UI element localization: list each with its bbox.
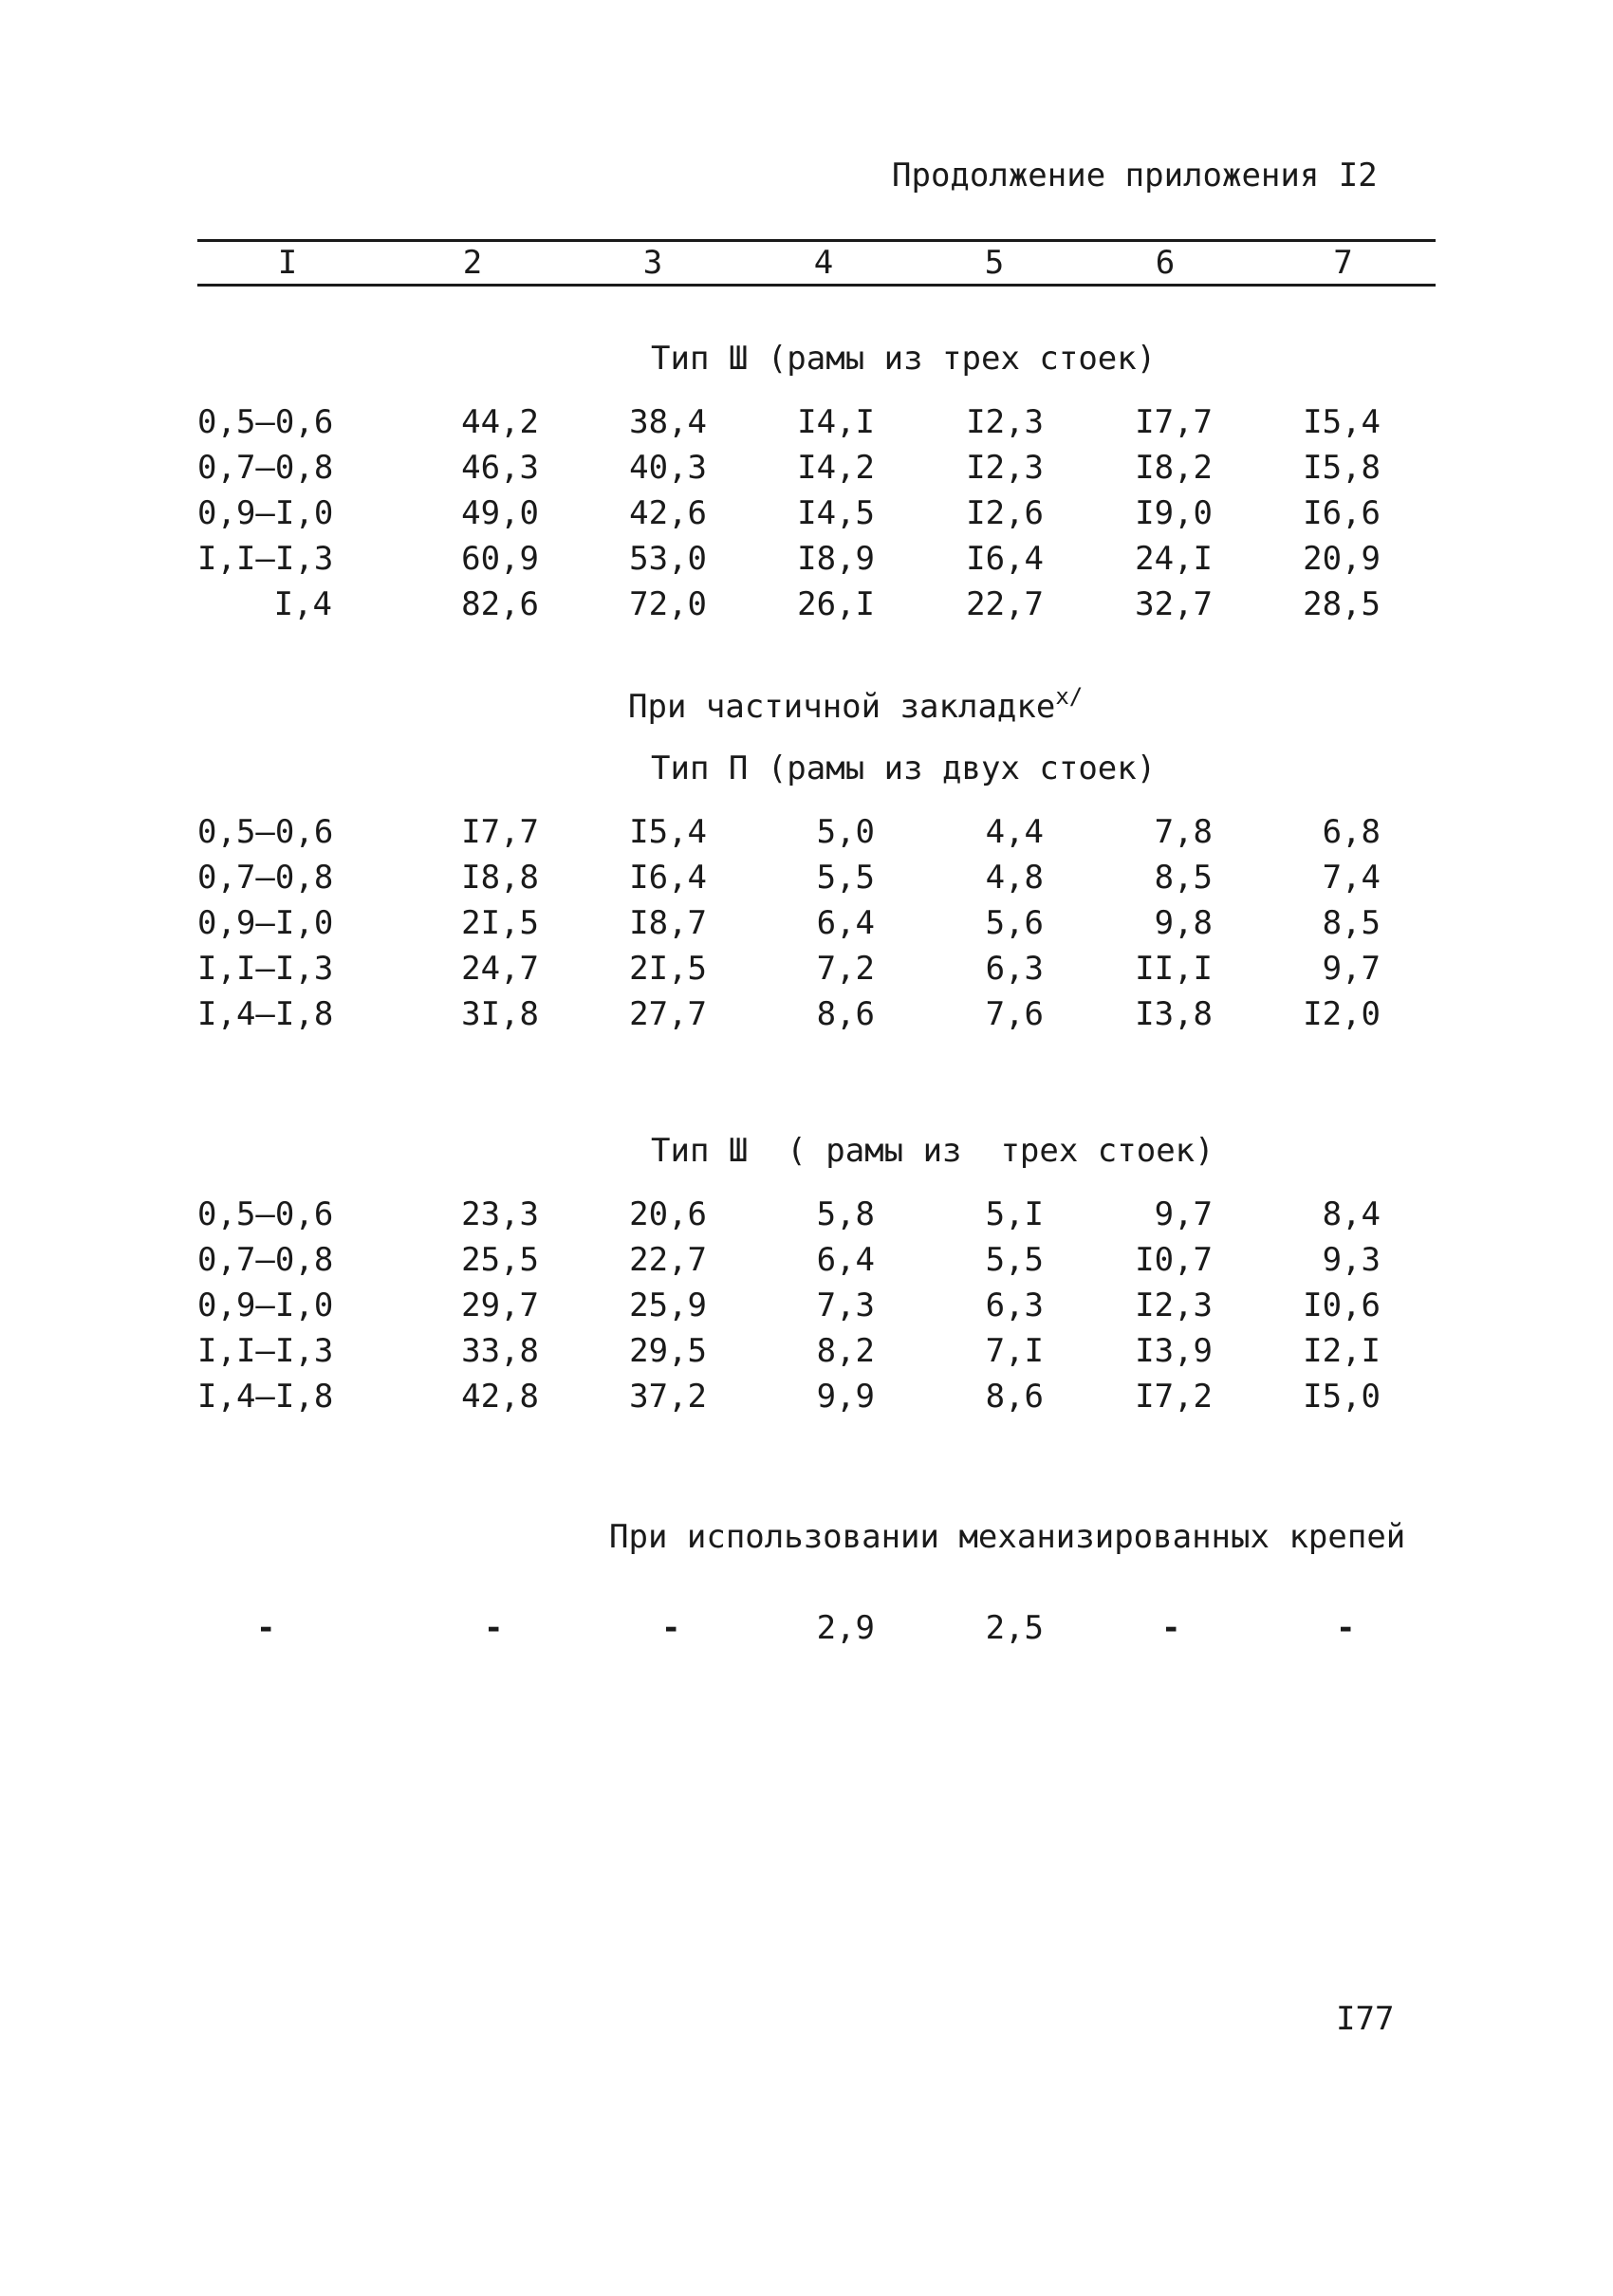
table-cell-col-2: 25,5 — [461, 1241, 539, 1279]
table-cell-col-2: I8,8 — [461, 859, 539, 897]
table-cell-col-7: - — [1336, 1609, 1356, 1647]
table-cell-col-4: 9,9 — [816, 1378, 875, 1416]
column-header-2: 2 — [462, 244, 483, 282]
table-cell-col-2: 29,7 — [461, 1287, 539, 1324]
table-row — [197, 1237, 1436, 1283]
table-row — [197, 445, 1436, 491]
table-cell-col-1: I,4 — [273, 585, 332, 623]
footnote-mark: x/ — [1055, 683, 1084, 710]
table-cell-col-2: - — [484, 1609, 504, 1647]
table-row — [197, 582, 1436, 627]
table-cell-col-6: I3,8 — [1135, 995, 1213, 1033]
table-cell-col-2: 46,3 — [461, 449, 539, 487]
table-cell-col-5: 7,6 — [985, 995, 1044, 1033]
table-cell-col-7: I2,0 — [1303, 995, 1381, 1033]
table-row — [197, 855, 1436, 900]
table-cell-col-7: 6,8 — [1322, 813, 1381, 851]
table-cell-col-7: 9,3 — [1322, 1241, 1381, 1279]
partial-backfill-text: При частичной закладке — [628, 688, 1056, 726]
table-cell-col-2: I7,7 — [461, 813, 539, 851]
table-cell-col-2: 42,8 — [461, 1378, 539, 1416]
table-cell-col-4: 6,4 — [816, 904, 875, 942]
table-cell-col-4: 8,6 — [816, 995, 875, 1033]
table-cell-col-2: 60,9 — [461, 540, 539, 578]
table-cell-col-5: I2,6 — [966, 494, 1044, 532]
column-header-1: I — [277, 244, 298, 282]
table-cell-col-3: 72,0 — [629, 585, 707, 623]
table-cell-col-5: 5,I — [985, 1195, 1044, 1233]
table-row — [197, 1374, 1436, 1419]
table-cell-col-1: 0,9–I,0 — [197, 1287, 334, 1324]
table-cell-col-7: 20,9 — [1303, 540, 1381, 578]
table-cell-col-4: I4,5 — [797, 494, 875, 532]
table-cell-col-3: 40,3 — [629, 449, 707, 487]
table-cell-col-1: 0,7–0,8 — [197, 1241, 334, 1279]
table-cell-col-4: I4,I — [797, 403, 875, 441]
table-cell-col-5: I2,3 — [966, 403, 1044, 441]
section-title-mechanized: При использовании механизированных крепей — [609, 1518, 1406, 1556]
table-cell-col-7: 8,4 — [1322, 1195, 1381, 1233]
table-cell-col-1: 0,7–0,8 — [197, 449, 334, 487]
table-cell-col-6: I7,2 — [1135, 1378, 1213, 1416]
table-cell-col-6: I8,2 — [1135, 449, 1213, 487]
table-cell-col-5: 2,5 — [985, 1609, 1044, 1647]
table-cell-col-1: 0,9–I,0 — [197, 904, 334, 942]
table-row — [197, 1283, 1436, 1328]
section-rows-mechanized — [197, 1605, 1436, 1651]
table-cell-col-1: 0,5–0,6 — [197, 403, 334, 441]
table-cell-col-4: 2,9 — [816, 1609, 875, 1647]
table-cell-col-3: 2I,5 — [629, 950, 707, 988]
table-row — [197, 491, 1436, 536]
table-cell-col-1: I,I–I,3 — [197, 540, 334, 578]
table-cell-col-4: I4,2 — [797, 449, 875, 487]
table-cell-col-1: 0,7–0,8 — [197, 859, 334, 897]
table-cell-col-7: I5,4 — [1303, 403, 1381, 441]
table-cell-col-4: 6,4 — [816, 1241, 875, 1279]
table-row — [197, 946, 1436, 991]
table-row — [197, 900, 1436, 946]
table-cell-col-7: I6,6 — [1303, 494, 1381, 532]
section-rows-type3 — [197, 399, 1436, 627]
table-cell-col-6: I9,0 — [1135, 494, 1213, 532]
table-cell-col-7: I0,6 — [1303, 1287, 1381, 1324]
table-cell-col-4: 8,2 — [816, 1332, 875, 1370]
table-cell-col-2: 2I,5 — [461, 904, 539, 942]
section-title-type2: Тип П (рамы из двух стоек) — [651, 750, 1157, 787]
column-header-6: 6 — [1155, 244, 1176, 282]
table-cell-col-6: 7,8 — [1154, 813, 1213, 851]
table-cell-col-3: - — [661, 1609, 681, 1647]
table-cell-col-3: I6,4 — [629, 859, 707, 897]
header-bottom-rule — [197, 284, 1436, 287]
table-cell-col-5: 4,8 — [985, 859, 1044, 897]
table-cell-col-2: 24,7 — [461, 950, 539, 988]
column-header-table — [197, 239, 1436, 287]
table-cell-col-7: 9,7 — [1322, 950, 1381, 988]
table-cell-col-5: I6,4 — [966, 540, 1044, 578]
table-cell-col-3: 53,0 — [629, 540, 707, 578]
section-title-type3-partial: Тип Ш ( рамы из трех стоек) — [651, 1132, 1214, 1170]
table-cell-col-4: 5,8 — [816, 1195, 875, 1233]
table-cell-col-4: 26,I — [797, 585, 875, 623]
table-cell-col-6: II,I — [1135, 950, 1213, 988]
table-cell-col-5: 4,4 — [985, 813, 1044, 851]
table-cell-col-6: - — [1161, 1609, 1181, 1647]
column-header-3: 3 — [642, 244, 663, 282]
table-cell-col-1: I,4–I,8 — [197, 995, 334, 1033]
table-cell-col-1: 0,5–0,6 — [197, 1195, 334, 1233]
table-cell-col-7: 28,5 — [1303, 585, 1381, 623]
table-cell-col-4: 7,2 — [816, 950, 875, 988]
table-cell-col-7: 7,4 — [1322, 859, 1381, 897]
section-title-type3: Тип Ш (рамы из трех стоек) — [651, 340, 1157, 378]
table-cell-col-3: 25,9 — [629, 1287, 707, 1324]
table-cell-col-6: 8,5 — [1154, 859, 1213, 897]
table-cell-col-2: 44,2 — [461, 403, 539, 441]
table-row — [197, 1605, 1436, 1651]
table-cell-col-2: 82,6 — [461, 585, 539, 623]
page-number: I77 — [1336, 2000, 1395, 2038]
table-cell-col-1: I,I–I,3 — [197, 1332, 334, 1370]
table-cell-col-6: 24,I — [1135, 540, 1213, 578]
table-cell-col-7: I2,I — [1303, 1332, 1381, 1370]
continuation-header: Продолжение приложения I2 — [892, 157, 1378, 194]
table-cell-col-5: 6,3 — [985, 1287, 1044, 1324]
table-cell-col-5: 5,6 — [985, 904, 1044, 942]
table-cell-col-6: I2,3 — [1135, 1287, 1213, 1324]
table-cell-col-3: I8,7 — [629, 904, 707, 942]
table-cell-col-3: 38,4 — [629, 403, 707, 441]
table-cell-col-2: 49,0 — [461, 494, 539, 532]
table-cell-col-5: 6,3 — [985, 950, 1044, 988]
table-cell-col-1: 0,9–I,0 — [197, 494, 334, 532]
table-cell-col-6: I0,7 — [1135, 1241, 1213, 1279]
table-cell-col-3: 42,6 — [629, 494, 707, 532]
table-cell-col-6: 32,7 — [1135, 585, 1213, 623]
table-cell-col-2: 33,8 — [461, 1332, 539, 1370]
table-cell-col-3: 20,6 — [629, 1195, 707, 1233]
table-cell-col-1: I,I–I,3 — [197, 950, 334, 988]
column-number-row — [197, 242, 1436, 284]
column-header-4: 4 — [813, 244, 834, 282]
table-cell-col-3: 22,7 — [629, 1241, 707, 1279]
table-cell-col-3: I5,4 — [629, 813, 707, 851]
section-rows-type3-partial — [197, 1192, 1436, 1419]
table-row — [197, 536, 1436, 582]
table-cell-col-6: I3,9 — [1135, 1332, 1213, 1370]
table-cell-col-3: 27,7 — [629, 995, 707, 1033]
table-cell-col-1: - — [256, 1609, 276, 1647]
table-cell-col-2: 23,3 — [461, 1195, 539, 1233]
partial-backfill-heading — [628, 683, 1083, 726]
table-cell-col-7: I5,0 — [1303, 1378, 1381, 1416]
table-cell-col-3: 37,2 — [629, 1378, 707, 1416]
table-cell-col-4: 5,5 — [816, 859, 875, 897]
table-row — [197, 1192, 1436, 1237]
table-cell-col-5: 7,I — [985, 1332, 1044, 1370]
table-cell-col-6: 9,8 — [1154, 904, 1213, 942]
table-cell-col-4: 5,0 — [816, 813, 875, 851]
table-cell-col-4: 7,3 — [816, 1287, 875, 1324]
table-cell-col-1: I,4–I,8 — [197, 1378, 334, 1416]
table-row — [197, 399, 1436, 445]
table-row — [197, 1328, 1436, 1374]
table-cell-col-4: I8,9 — [797, 540, 875, 578]
table-cell-col-3: 29,5 — [629, 1332, 707, 1370]
table-cell-col-7: 8,5 — [1322, 904, 1381, 942]
table-cell-col-5: I2,3 — [966, 449, 1044, 487]
table-cell-col-5: 5,5 — [985, 1241, 1044, 1279]
table-cell-col-5: 8,6 — [985, 1378, 1044, 1416]
table-cell-col-1: 0,5–0,6 — [197, 813, 334, 851]
table-row — [197, 809, 1436, 855]
table-cell-col-5: 22,7 — [966, 585, 1044, 623]
section-rows-type2 — [197, 809, 1436, 1037]
table-cell-col-7: I5,8 — [1303, 449, 1381, 487]
column-header-5: 5 — [984, 244, 1005, 282]
table-cell-col-6: I7,7 — [1135, 403, 1213, 441]
table-cell-col-2: 3I,8 — [461, 995, 539, 1033]
table-row — [197, 991, 1436, 1037]
table-cell-col-6: 9,7 — [1154, 1195, 1213, 1233]
column-header-7: 7 — [1333, 244, 1353, 282]
